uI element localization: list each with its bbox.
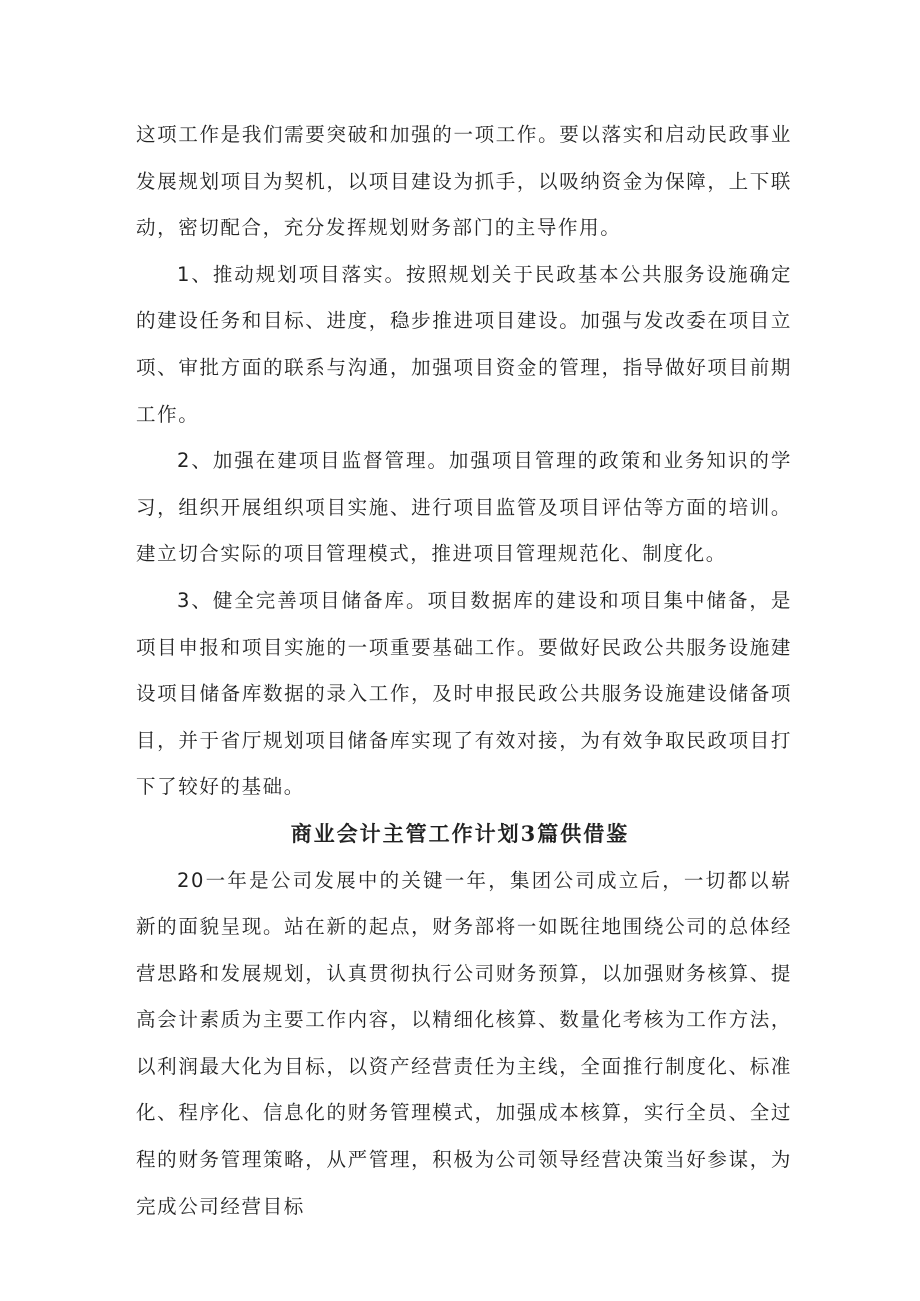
- section-heading: 商业会计主管工作计划3篇供借鉴: [290, 820, 630, 846]
- paragraph-item-3: 3、健全完善项目储备库。项目数据库的建设和项目集中储备，是项目申报和项目实施的一项重要基础工作。要做好民政公共服务设施建设项目储备库数据的录入工作，及时申报民政公共服务设施建设储备项目，并于省厅规划项目储备库实现了有效对接，为有效争取民政项目打下了较好的基础。: [136, 588, 792, 799]
- paragraph-item-1: 1、推动规划项目落实。按照规划关于民政基本公共服务设施确定的建设任务和目标、进度，稳步推进项目建设。加强与发改委在项目立项、审批方面的联系与沟通，加强项目资金的管理，指导做好项目前期工作。: [136, 262, 792, 426]
- paragraph-intro: 20一年是公司发展中的关键一年，集团公司成立后，一切都以崭新的面貌呈现。站在新的起点，财务部将一如既往地围绕公司的总体经营思路和发展规划，认真贯彻执行公司财务预算，以加强财务核算、提高会计素质为主要工作内容，以精细化核算、数量化考核为工作方法，以利润最大化为目标，以资产经营责任为主线，全面推行制度化、标准化、程序化、信息化的财务管理模式，加强成本核算，实行全员、全过程的财务管理策略，从严管理，积极为公司领导经营决策当好参谋，为完成公司经营目标: [136, 868, 792, 1218]
- paragraph-continuation: 这项工作是我们需要突破和加强的一项工作。要以落实和启动民政事业发展规划项目为契机，以项目建设为抓手，以吸纳资金为保障，上下联动，密切配合，充分发挥规划财务部门的主导作用。: [136, 123, 792, 240]
- paragraph-item-2: 2、加强在建项目监督管理。加强项目管理的政策和业务知识的学习，组织开展组织项目实施、进行项目监管及项目评估等方面的培训。建立切合实际的项目管理模式，推进项目管理规范化、制度化。: [136, 449, 792, 566]
